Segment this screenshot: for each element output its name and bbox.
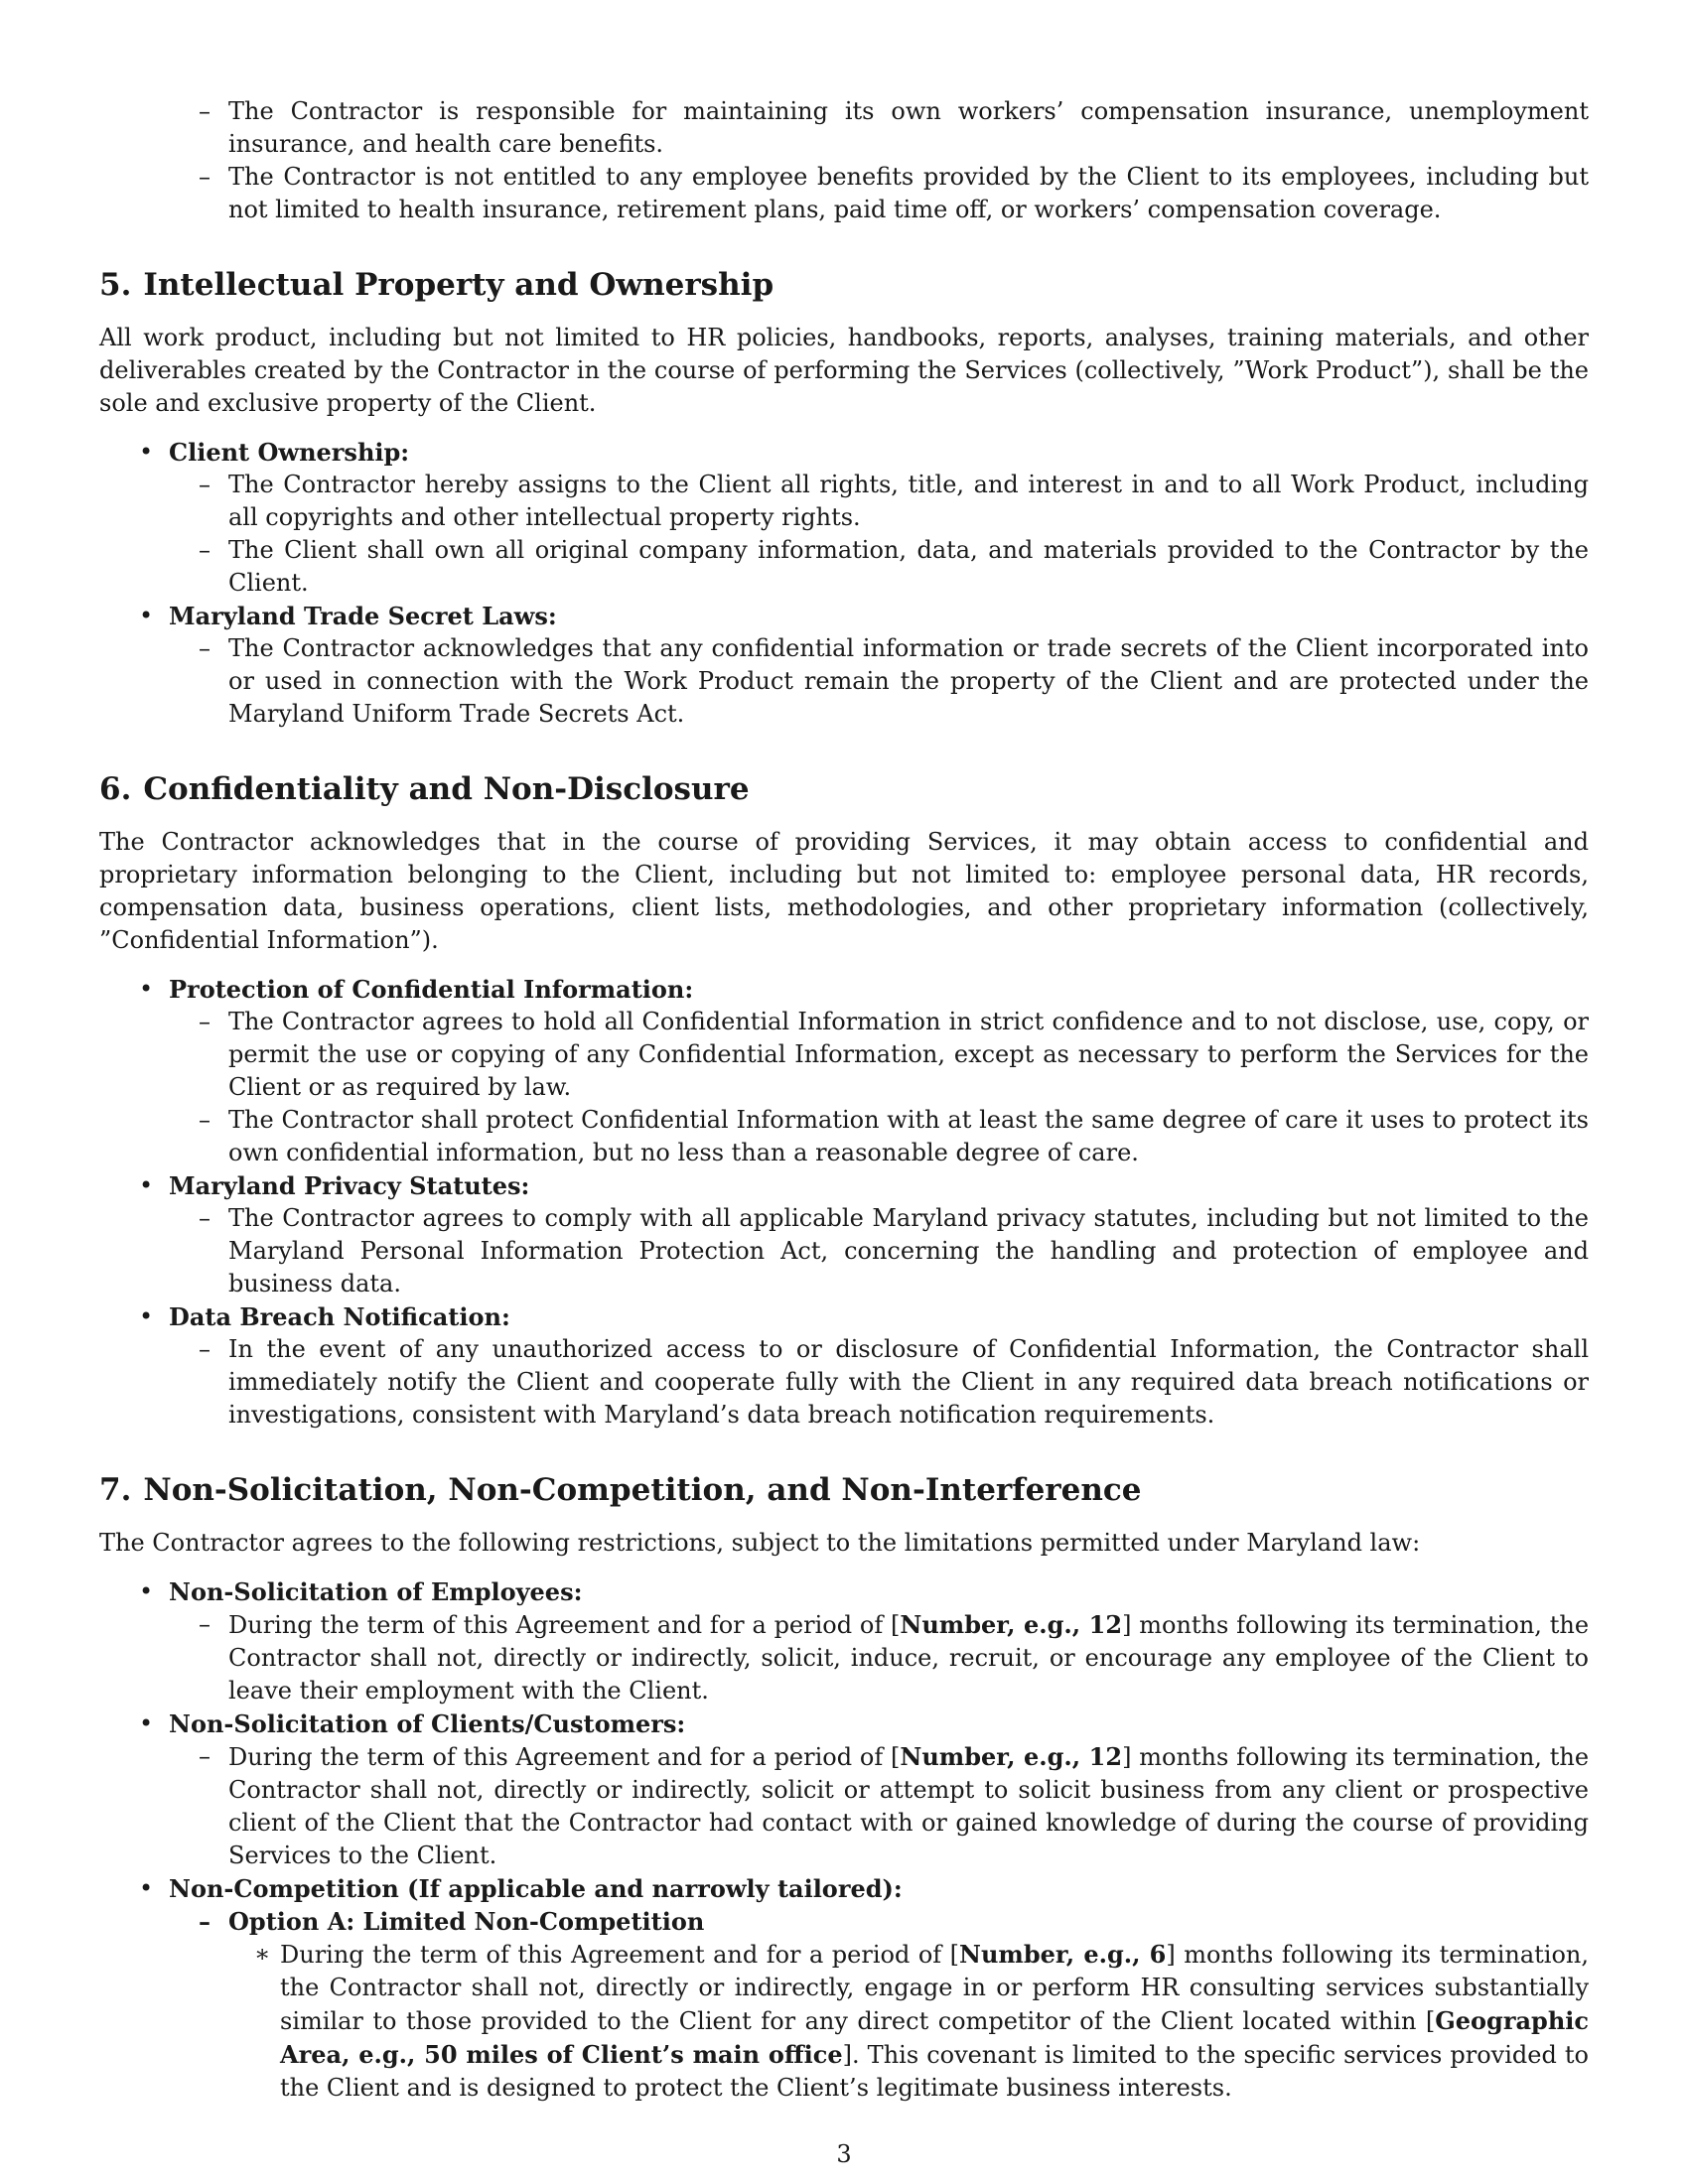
list-item: – During the term of this Agreement and for a period of [Number, e.g., 12] months following its termination, the Contractor shall not, directly or indirectly, solicit, induce, recruit, or encourage any employee of the Client to leave their employment with the Client. [228, 1608, 1589, 1707]
bullet-label: • Maryland Trade Secret Laws: [169, 600, 1589, 632]
list-item: – The Contractor agrees to comply with all applicable Maryland privacy statutes, including but not limited to the Maryland Personal Information Protection Act, concerning the handling and protection of employee and business data. [228, 1202, 1589, 1300]
section-intro: The Contractor agrees to the following restrictions, subject to the limitations permitted under Maryland law: [99, 1529, 1421, 1557]
bullet-label: • Data Breach Notification: [169, 1300, 1589, 1333]
section-intro: All work product, including but not limited to HR policies, handbooks, reports, analyses, training materials, and other deliverables created by the Contractor in the course of performing the Services (collectively, ”Work Product”), shall be the sole and exclusive property of the Client. [99, 324, 1589, 417]
bullet-label: • Client Ownership: [169, 436, 1589, 469]
list-item: – During the term of this Agreement and for a period of [Number, e.g., 12] months following its termination, the Contractor shall not, directly or indirectly, solicit or attempt to solicit business from any client or prospective client of the Client that the Contractor had contact with or gained knowledge of during the course of providing Services to the Client. [228, 1740, 1589, 1872]
placeholder-text: Number, e.g., 12 [900, 1742, 1123, 1771]
bullet-label: • Maryland Privacy Statutes: [169, 1169, 1589, 1202]
list-item: – The Contractor acknowledges that any confidential information or trade secrets of the Client incorporated into or used in connection with the Work Product remain the property of the Client and are protected under the Maryland Uniform Trade Secrets Act. [228, 632, 1589, 731]
bullet-label: • Non-Competition (If applicable and narrowly tailored): [169, 1872, 1589, 1905]
bullet-label: • Non-Solicitation of Employees: [169, 1575, 1589, 1608]
placeholder-text: Geographic Area, e.g., 50 miles of Client’s main office [280, 2006, 1589, 2069]
placeholder-text: Number, e.g., 12 [900, 1610, 1123, 1639]
list-item: – The Contractor agrees to hold all Confidential Information in strict confidence and to not disclose, use, copy, or permit the use or copying of any Confidential Information, except as necessary to perform the Services for the Client or as required by law. [228, 1006, 1589, 1104]
list-item: – The Contractor hereby assigns to the Client all rights, title, and interest in and to all Work Product, including all copyrights and other intellectual property rights. [228, 469, 1589, 534]
section-intro: The Contractor acknowledges that in the course of providing Services, it may obtain access to confidential and proprietary information belonging to the Client, including but not limited to: employee personal data, HR records, compensation data, business operations, client lists, methodologies, and other proprietary information (collectively, ”Confidential Information”). [99, 828, 1589, 954]
section-heading: 5. Intellectual Property and Ownership [99, 267, 774, 303]
document-page [99, 95, 1589, 2105]
section-heading: 7. Non-Solicitation, Non-Competition, and Non-Interference [99, 1472, 1142, 1508]
list-item: – The Contractor is responsible for maintaining its own workers’ compensation insurance, unemployment insurance, and health care benefits. [228, 95, 1589, 161]
bullet-label: • Non-Solicitation of Clients/Customers: [169, 1707, 1589, 1740]
list-item: – The Client shall own all original company information, data, and materials provided to the Contractor by the Client. [228, 534, 1589, 600]
placeholder-text: Number, e.g., 6 [959, 1940, 1167, 1969]
list-item: – In the event of any unauthorized access to or disclosure of Confidential Information, the Contractor shall immediately notify the Client and cooperate fully with the Client in any required data breach notifications or investigations, consistent with Maryland’s data breach notification requirements. [228, 1333, 1589, 1432]
section-heading: 6. Confidentiality and Non-Disclosure [99, 771, 750, 807]
bullet-label: • Protection of Confidential Information: [169, 973, 1589, 1006]
page-number: 3 [836, 2140, 852, 2168]
list-item: ∗ During the term of this Agreement and for a period of [Number, e.g., 6] months following its termination, the Contractor shall not, directly or indirectly, engage in or perform HR consulting services substantially similar to those provided to the Client for any direct competitor of the Client located within [Geographic Area, e.g., 50 miles of Client’s main office]. This covenant is limited to the specific services provided to the Client and is designed to protect the Client’s legitimate business interests. [280, 1938, 1589, 2105]
option-label: – Option A: Limited Non-Competition [228, 1905, 1589, 1938]
list-item: – The Contractor shall protect Confidential Information with at least the same degree of care it uses to protect its own confidential information, but no less than a reasonable degree of care. [228, 1104, 1589, 1169]
list-item: – The Contractor is not entitled to any employee benefits provided by the Client to its employees, including but not limited to health insurance, retirement plans, paid time off, or workers’ compensation coverage. [228, 161, 1589, 226]
